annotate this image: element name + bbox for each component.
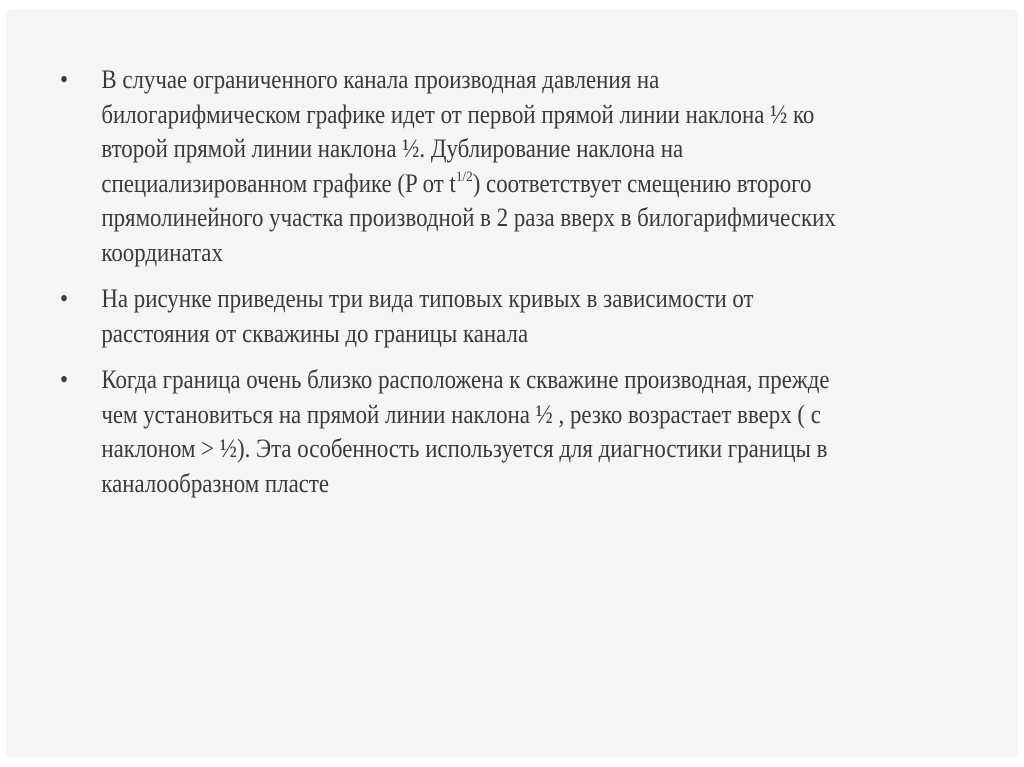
bullet-item-1 (60, 63, 999, 270)
bullet-2-line-1: На рисунке приведены три вида типовых кривых в зависимости от (101, 284, 754, 313)
bullet-3-line-2: чем установиться на прямой линии наклона ½ , резко возрастает вверх ( с (101, 399, 821, 429)
bullet-2-line-2: расстояния от скважины до границы канала (101, 318, 529, 348)
bullet-1-line-4-text: специализированном графике (P от t (101, 168, 456, 198)
bullet-3-line-1: Когда граница очень близко расположена к скважине производная, прежде (101, 365, 830, 394)
slide (8, 11, 1016, 756)
bullet-dot: • (60, 365, 69, 394)
bullet-item-3 (60, 363, 999, 501)
bullet-3-line-3: наклоном > ½). Эта особенность используется для диагностики границы в (101, 434, 828, 463)
bullet-1-line-3: второй прямой линии наклона ½. Дублирование наклона на (101, 134, 684, 163)
bullet-1-line-5: прямолинейного участка производной в 2 раза вверх в билогарифмических (101, 203, 836, 232)
bullet-1-line-1: В случае ограниченного канала производная давления на (101, 65, 660, 94)
bullet-list (60, 63, 980, 513)
bullet-item-2 (60, 282, 999, 351)
bullet-1-line-6: координатах (101, 237, 223, 267)
exponent-superscript: 1/2 (455, 168, 473, 185)
bullet-dot: • (60, 65, 69, 94)
bullet-3-line-4: каналообразном пласте (101, 468, 330, 498)
bullet-1-line-4 (101, 167, 999, 202)
bullet-1-line-4-tail: ) соответствует смещению второго (472, 168, 812, 198)
bullet-1-line-2: билогарифмическом графике идет от первой прямой линии наклона ½ ко (101, 99, 815, 129)
bullet-dot: • (60, 284, 69, 313)
